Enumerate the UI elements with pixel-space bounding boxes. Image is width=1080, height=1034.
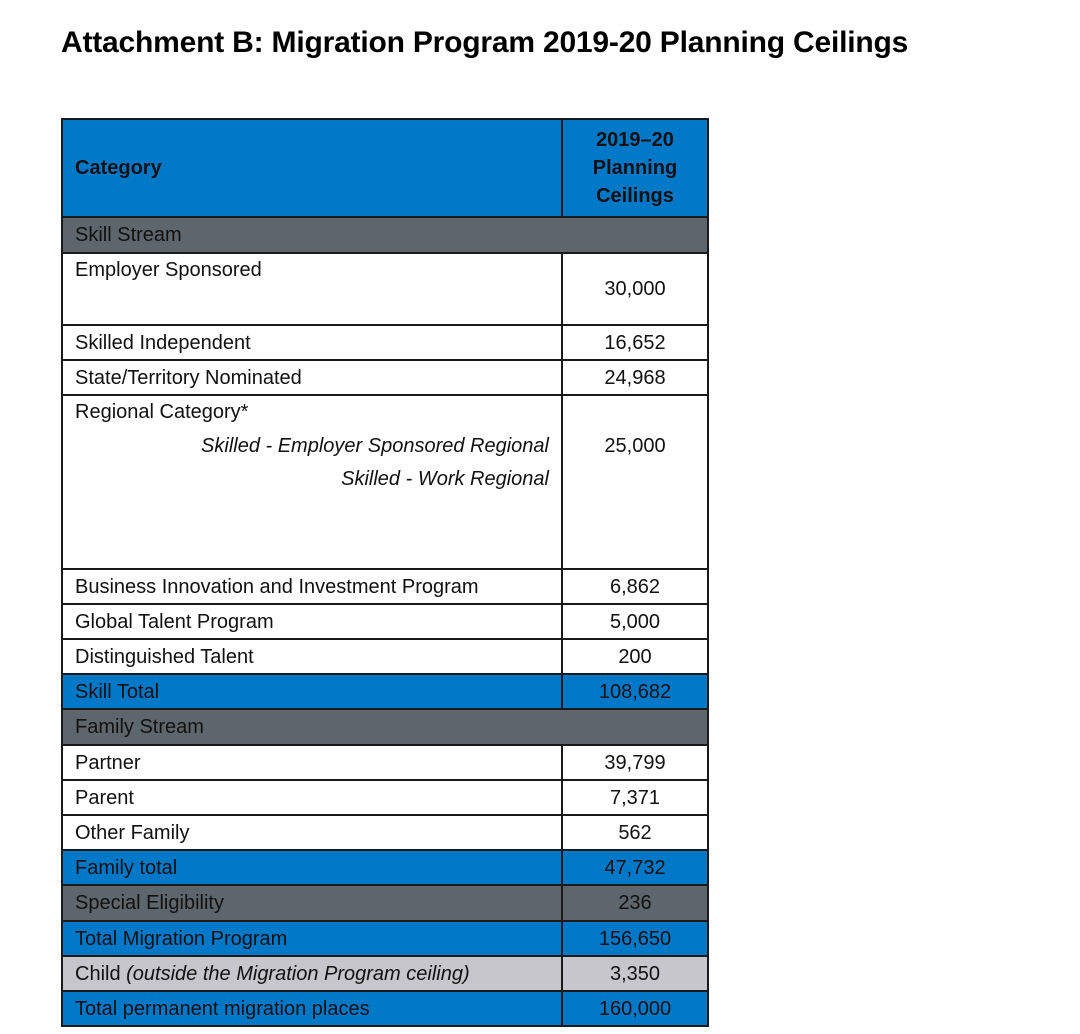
row-label: Child: [75, 962, 121, 985]
section-label: Skill Stream: [62, 217, 708, 253]
table-row: [62, 745, 708, 780]
row-label: Other Family: [62, 815, 562, 850]
ceilings-header-line1: 2019–20: [596, 129, 674, 151]
sub-category-label: Skilled - Employer Sponsored Regional: [201, 435, 549, 457]
total-row-migration-program: [62, 921, 708, 956]
table-row: [62, 815, 708, 850]
row-value: 5,000: [562, 604, 708, 639]
total-value: 108,682: [562, 674, 708, 709]
row-label: Business Innovation and Investment Program: [62, 569, 562, 604]
row-value: 16,652: [562, 325, 708, 360]
table-row: [62, 253, 708, 325]
page-title: Attachment B: Migration Program 2019-20 Planning Ceilings: [61, 26, 909, 59]
table-row: [62, 639, 708, 674]
total-value: 47,732: [562, 850, 708, 885]
total-row-family: [62, 850, 708, 885]
row-label: Skilled Independent: [62, 325, 562, 360]
row-note: (outside the Migration Program ceiling): [126, 962, 470, 985]
row-label: Regional Category*: [75, 401, 249, 423]
section-row-special-eligibility: [62, 885, 708, 921]
total-label: Family total: [62, 850, 562, 885]
row-value: 7,371: [562, 780, 708, 815]
total-value: 156,650: [562, 921, 708, 956]
ceilings-header: [562, 119, 708, 217]
total-row-skill: [62, 674, 708, 709]
section-value: 236: [562, 885, 708, 921]
total-label: Skill Total: [62, 674, 562, 709]
section-row-skill-stream: [62, 217, 708, 253]
row-value: 562: [562, 815, 708, 850]
total-value: 160,000: [562, 991, 708, 1026]
table-row-regional: [62, 395, 708, 569]
table-row: [62, 360, 708, 395]
table-header-row: [62, 119, 708, 217]
table-row-child: [62, 956, 708, 991]
section-label: Special Eligibility: [62, 885, 562, 921]
row-label: Global Talent Program: [62, 604, 562, 639]
regional-cell: [62, 395, 562, 569]
row-label: Parent: [62, 780, 562, 815]
row-value: 30,000: [562, 253, 708, 325]
row-value: 3,350: [562, 956, 708, 991]
row-value: 6,862: [562, 569, 708, 604]
section-row-family-stream: [62, 709, 708, 745]
table-row: [62, 569, 708, 604]
sub-category-label: Skilled - Work Regional: [341, 468, 549, 490]
total-label: Total permanent migration places: [62, 991, 562, 1026]
category-header: Category: [62, 119, 562, 217]
row-label: Distinguished Talent: [62, 639, 562, 674]
table-row: [62, 780, 708, 815]
total-row-permanent: [62, 991, 708, 1026]
section-label: Family Stream: [62, 709, 708, 745]
planning-ceilings-table: [61, 118, 709, 1027]
row-value: 200: [562, 639, 708, 674]
table-row: [62, 325, 708, 360]
row-label: Partner: [62, 745, 562, 780]
child-cell: [62, 956, 562, 991]
row-value: 25,000: [562, 395, 708, 569]
ceilings-header-line2: Planning: [592, 157, 678, 179]
ceilings-header-line3: Ceilings: [596, 185, 674, 207]
table-row: [62, 604, 708, 639]
row-value: 39,799: [562, 745, 708, 780]
row-value: 24,968: [562, 360, 708, 395]
total-label: Total Migration Program: [62, 921, 562, 956]
row-label: Employer Sponsored: [62, 253, 562, 325]
row-label: State/Territory Nominated: [62, 360, 562, 395]
